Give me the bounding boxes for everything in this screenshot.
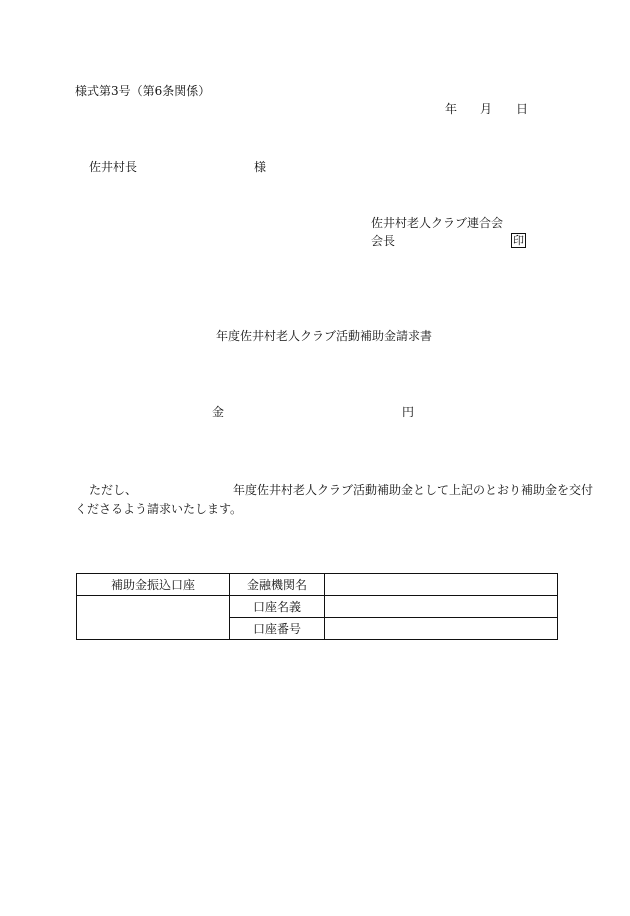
body-line-1-start: ただし、 bbox=[89, 483, 138, 497]
addressee-name: 佐井村長 bbox=[89, 160, 138, 174]
field-label-account-number: 口座番号 bbox=[230, 618, 325, 640]
body-line-2: くださるよう請求いたします。 bbox=[75, 502, 243, 516]
field-value-account-holder[interactable] bbox=[325, 596, 558, 618]
table-row bbox=[77, 574, 558, 596]
field-value-account-number[interactable] bbox=[325, 618, 558, 640]
amount-unit: 円 bbox=[402, 405, 415, 419]
body-line-1-rest: 年度佐井村老人クラブ活動補助金として上記のとおり補助金を交付 bbox=[233, 483, 594, 497]
date-year-label: 年 bbox=[445, 102, 458, 116]
amount-prefix: 金 bbox=[212, 405, 225, 419]
field-label-account-holder: 口座名義 bbox=[230, 596, 325, 618]
bank-account-table bbox=[76, 573, 558, 640]
sender-role: 会長 bbox=[371, 234, 396, 248]
sender-organization: 佐井村老人クラブ連合会 bbox=[371, 216, 504, 230]
bank-section-blank bbox=[77, 596, 230, 640]
seal-mark: 印 bbox=[513, 234, 524, 247]
table-row bbox=[77, 596, 558, 618]
date-month-label: 月 bbox=[480, 102, 493, 116]
document-title: 年度佐井村老人クラブ活動補助金請求書 bbox=[216, 329, 433, 343]
body-line-1 bbox=[89, 484, 593, 496]
date-day-label: 日 bbox=[516, 102, 529, 116]
form-number: 様式第3号（第6条関係） bbox=[75, 84, 211, 98]
addressee-honorific: 様 bbox=[254, 160, 267, 174]
field-label-bank-name: 金融機関名 bbox=[230, 574, 325, 596]
field-value-bank-name[interactable] bbox=[325, 574, 558, 596]
bank-section-label: 補助金振込口座 bbox=[77, 574, 230, 596]
